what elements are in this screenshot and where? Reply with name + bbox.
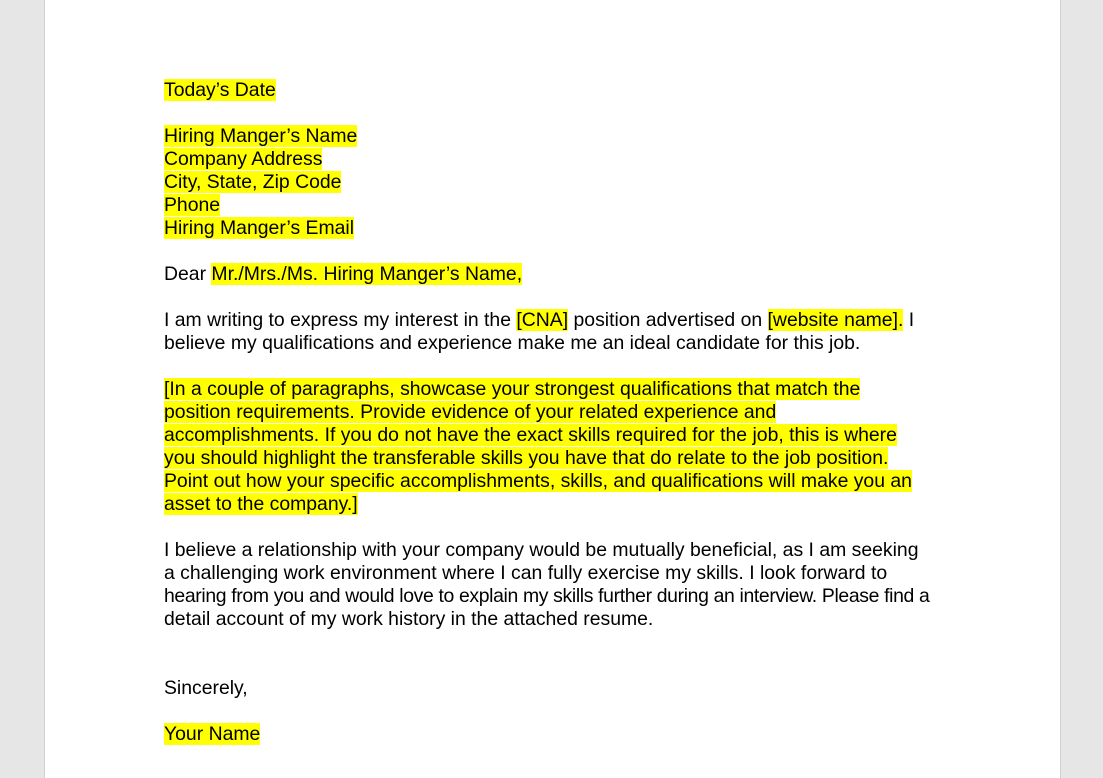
signoff: Sincerely, [164,677,248,699]
closing-line: I believe a relationship with your company would be mutually beneficial, as I am seeking [164,539,919,561]
salutation [164,263,954,286]
placeholder-line: position requirements. Provide evidence of your related experience and [164,401,777,423]
letter-body [164,79,954,746]
salutation-name-field: Mr./Mrs./Ms. Hiring Manger’s Name, [211,263,523,285]
recipient-email-field: Hiring Manger’s Email [164,217,355,239]
intro-text: I [903,309,915,331]
placeholder-line: you should highlight the transferable skills you have that do relate to the job position. [164,447,889,469]
intro-text: I am writing to express my interest in the [164,309,517,331]
placeholder-line: Point out how your specific accomplishments, skills, and qualifications will make you an [164,470,912,492]
placeholder-line: [In a couple of paragraphs, showcase your strongest qualifications that match the [164,378,861,400]
date-field: Today’s Date [164,79,276,101]
intro-line-1 [164,309,954,332]
intro-line-2: believe my qualifications and experience make me an ideal candidate for this job. [164,332,861,354]
website-field: [website name]. [767,309,904,331]
salutation-prefix: Dear [164,263,212,285]
city-state-zip-field: City, State, Zip Code [164,171,342,193]
document-page [44,0,1061,778]
intro-text: position advertised on [568,309,768,331]
placeholder-line: asset to the company.] [164,493,358,515]
closing-line: hearing from you and would love to explain my skills further during an interview. Please find a [164,585,930,607]
closing-line: a challenging work environment where I can fully exercise my skills. I look forward to [164,562,888,584]
body-placeholder-paragraph [164,378,954,516]
signature-field: Your Name [164,723,261,745]
recipient-name-field: Hiring Manger’s Name [164,125,358,147]
placeholder-line: accomplishments. If you do not have the exact skills required for the job, this is where [164,424,897,446]
company-address-field: Company Address [164,148,323,170]
closing-line: detail account of my work history in the attached resume. [164,608,654,630]
position-field: [CNA] [516,309,569,331]
phone-field: Phone [164,194,221,216]
closing-paragraph [164,539,954,631]
